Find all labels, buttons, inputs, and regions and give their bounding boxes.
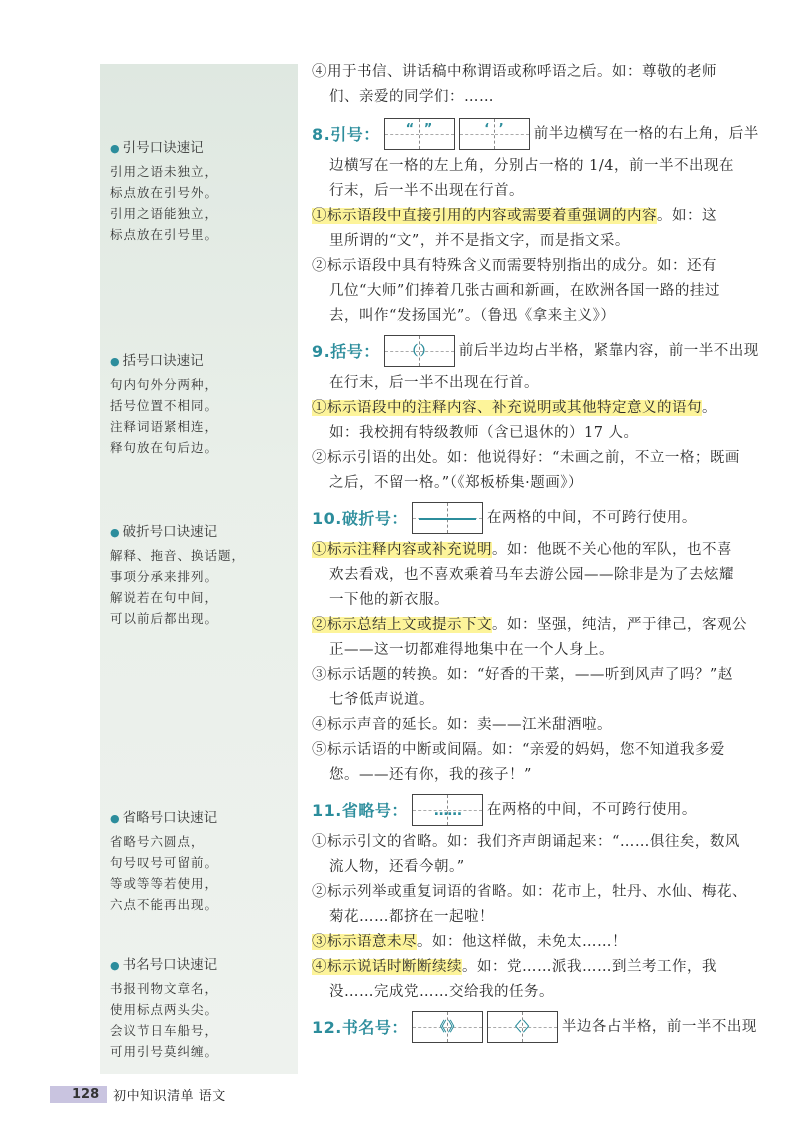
section-title: 8.引号： [312, 124, 380, 144]
text-line: 如：我校拥有特级教师（含已退休的）17 人。 [329, 425, 639, 441]
tip-line: 句内句外分两种， [110, 377, 219, 392]
book-mark: 》 [447, 1019, 462, 1035]
bracket-mark: ） [419, 343, 434, 359]
grid-cell [447, 1012, 482, 1042]
text-line: 一下他的新衣服。 [329, 592, 449, 608]
grid-box [459, 118, 530, 150]
grid-cell [419, 336, 454, 366]
book-mark: 《 [433, 1019, 447, 1035]
highlight-text: ④标示说话时断断续续 [312, 959, 462, 975]
section-dash-header [312, 502, 782, 534]
text-span: 。 [702, 400, 717, 416]
tip-line: 六点不能再出现。 [110, 897, 219, 912]
text-line: 正——这一切都难得地集中在一个人身上。 [329, 642, 614, 658]
grid-cell [385, 119, 419, 149]
grid-cell [419, 119, 454, 149]
text-line: 边横写在一格的左上角，分别占一格的 1/4，前一半不出现在 [329, 158, 734, 174]
section-ellipsis-header [312, 794, 782, 826]
grid-box [487, 1011, 558, 1043]
tip-line: 使用标点两头尖。 [110, 1002, 219, 1017]
highlight-text: ①标示注释内容或补充说明 [312, 542, 492, 558]
tip-line: 事项分承来排列。 [110, 569, 219, 584]
text-line: 几位“大师”们捧着几张古画和新画，在欧洲各国一路的挂过 [329, 283, 720, 299]
section-quotes-header [312, 118, 782, 150]
grid-cell [385, 336, 419, 366]
tip-dash [110, 522, 290, 629]
section-title: 10.破折号： [312, 508, 408, 528]
book-mark: 〉 [522, 1019, 537, 1035]
ellipsis-mark: …… [433, 803, 461, 819]
book-mark: 〈 [508, 1019, 522, 1035]
text-span: 。如：坚强，纯洁，严于律己，客观公 [492, 617, 747, 633]
grid-cell [460, 119, 494, 149]
tip-line: 释句放在句后边。 [110, 440, 219, 455]
grid-box [412, 794, 483, 826]
tip-quotes [110, 138, 290, 245]
highlight-text: ①标示语段中直接引用的内容或需要着重强调的内容 [312, 208, 657, 224]
highlight-text: ③标示语意未尽 [312, 934, 417, 950]
tip-line: 可用引号莫纠缠。 [110, 1044, 219, 1059]
text-span: 。如：他这样做，未免太……！ [417, 934, 627, 950]
bracket-mark: （ [405, 343, 419, 359]
section-desc: 在两格的中间，不可跨行使用。 [486, 801, 697, 818]
tip-line: 引用之语能独立， [110, 206, 219, 221]
bullet-icon: ● [110, 355, 120, 368]
text-line: 里所谓的“文”，并不是指文字，而是指文采。 [329, 233, 630, 249]
text-line: 流人物，还看今朝。” [329, 859, 465, 875]
section-book-title-header [312, 1011, 782, 1043]
grid-cell [413, 1012, 447, 1042]
text-line: 在行末，后一半不出现在行首。 [329, 375, 539, 391]
text-line: ②标示语段中具有特殊含义而需要特别指出的成分。如：还有 [312, 258, 717, 274]
quote-mark: ‘ [484, 122, 490, 137]
tip-title: 破折号口诀速记 [122, 524, 218, 540]
grid-box [412, 1011, 483, 1043]
text-line: ②标示列举或重复词语的省略。如：花市上，牡丹、水仙、梅花、 [312, 884, 747, 900]
section-desc: 半边各占半格，前一半不出现 [561, 1018, 757, 1035]
book-title: 初中知识清单 语文 [113, 1088, 226, 1104]
tip-line: 解说若在句中间， [110, 590, 219, 605]
grid-box [384, 118, 455, 150]
dash-mark [419, 518, 476, 520]
section-brackets-header [312, 335, 782, 367]
tip-line: 标点放在引号外。 [110, 185, 219, 200]
text-line: ②标示引语的出处。如：他说得好：“未画之前，不立一格；既画 [312, 450, 740, 466]
tip-line: 标点放在引号里。 [110, 227, 219, 242]
tip-line: 括号位置不相同。 [110, 398, 219, 413]
tip-line: 注释词语紧相连， [110, 419, 219, 434]
tip-line: 解释、拖音、换话题， [110, 548, 246, 563]
tip-line: 会议节日车船号， [110, 1023, 219, 1038]
section-title: 11.省略号： [312, 800, 408, 820]
text-line: 没……完成党……交给我的任务。 [329, 984, 554, 1000]
text-line: ③标示话题的转换。如：“好香的干菜，——听到风声了吗？”赵 [312, 667, 733, 683]
quote-mark: ’ [498, 122, 505, 137]
main-content [312, 60, 782, 1043]
text-line: 菊花……都挤在一起啦！ [329, 909, 494, 925]
grid-box [384, 335, 455, 367]
grid-cell [522, 1012, 557, 1042]
text-line: ④用于书信、讲话稿中称谓语或称呼语之后。如：尊敬的老师 [312, 64, 717, 80]
text-line: 您。——还有你，我的孩子！” [329, 767, 532, 783]
tip-title: 括号口诀速记 [122, 353, 204, 369]
tip-title: 省略号口诀速记 [122, 810, 218, 826]
bullet-icon: ● [110, 812, 120, 825]
text-line: 七爷低声说道。 [329, 692, 434, 708]
text-line: ①标示引文的省略。如：我们齐声朗诵起来：“……俱往矣，数风 [312, 834, 740, 850]
page-number: 128 [50, 1086, 107, 1103]
text-line: 去，叫作“发扬国光”。（鲁迅《拿来主义》） [329, 308, 616, 324]
section-title: 9.括号： [312, 341, 380, 361]
text-span: 。如：他既不关心他的军队，也不喜 [492, 542, 732, 558]
tip-book-title [110, 955, 290, 1062]
tip-title: 书名号口诀速记 [122, 957, 218, 973]
text-line: ④标示声音的延长。如：卖——江米甜酒啦。 [312, 717, 612, 733]
bullet-icon: ● [110, 526, 120, 539]
text-span: 。如：党……派我……到兰考工作，我 [462, 959, 717, 975]
text-span: 。如：这 [657, 208, 717, 224]
highlight-text: ①标示语段中的注释内容、补充说明或其他特定意义的语句 [312, 400, 702, 416]
tip-line: 句号叹号可留前。 [110, 855, 219, 870]
tip-line: 等或等等若使用， [110, 876, 219, 891]
bullet-icon: ● [110, 959, 120, 972]
section-desc: 前半边横写在一格的右上角，后半 [533, 125, 759, 142]
grid-cell [494, 119, 529, 149]
tip-line: 可以前后都出现。 [110, 611, 219, 626]
text-line: 欢去看戏，也不喜欢乘着马车去游公园——除非是为了去炫耀 [329, 567, 734, 583]
highlight-text: ②标示总结上文或提示下文 [312, 617, 492, 633]
tip-line: 引用之语未独立， [110, 164, 219, 179]
tip-line: 书报刊物文章名， [110, 981, 219, 996]
quote-mark: ” [423, 122, 433, 137]
text-line: ⑤标示话语的中断或间隔。如：“亲爱的妈妈，您不知道我多爱 [312, 742, 725, 758]
tip-ellipsis [110, 808, 290, 915]
grid-box [412, 502, 483, 534]
section-title: 12.书名号： [312, 1017, 408, 1037]
grid-cell [488, 1012, 522, 1042]
text-line: 行末，后一半不出现在行首。 [329, 183, 524, 199]
section-desc: 在两格的中间，不可跨行使用。 [486, 509, 697, 526]
tip-line: 省略号六圆点， [110, 834, 205, 849]
page-footer [50, 1084, 226, 1104]
bullet-icon: ● [110, 142, 120, 155]
text-line: 之后，不留一格。”（《郑板桥集·题画》） [329, 475, 584, 491]
tip-title: 引号口诀速记 [122, 140, 204, 156]
tip-brackets [110, 351, 290, 458]
text-line: 们、亲爱的同学们：…… [329, 89, 494, 105]
quote-mark: “ [405, 122, 415, 137]
section-desc: 前后半边均占半格，紧靠内容，前一半不出现 [458, 342, 759, 359]
